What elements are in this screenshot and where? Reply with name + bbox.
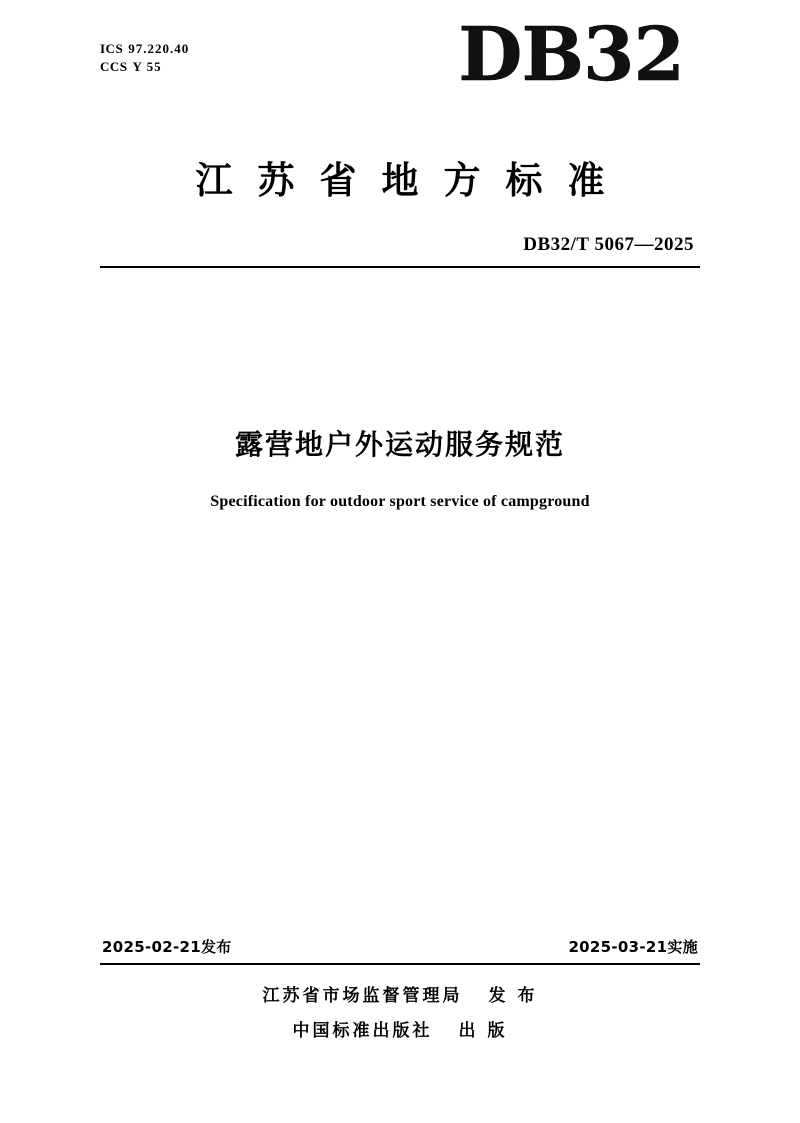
implement-date: 2025-03-21实施	[568, 938, 698, 956]
standard-number: DB32/T 5067—2025	[523, 234, 694, 255]
issuer-verb: 发 布	[488, 986, 538, 1006]
cover-header	[100, 0, 700, 140]
classification-codes	[100, 40, 189, 76]
issuer-org-line	[100, 981, 700, 1006]
db32-logo: DB32	[458, 12, 684, 98]
province-standard-title: 江苏省地方标准	[195, 159, 630, 202]
ccs-line	[100, 58, 189, 76]
ccs-value: Y 55	[132, 59, 162, 74]
ics-line	[100, 40, 189, 58]
header-divider	[100, 266, 700, 268]
date-row	[100, 936, 700, 963]
document-title-chinese: 露营地户外运动服务规范	[234, 428, 565, 461]
document-title-block	[100, 423, 700, 511]
document-title-english: Specification for outdoor sport service of campground	[210, 493, 590, 510]
publisher-verb: 出 版	[458, 1021, 508, 1041]
cover-footer	[100, 936, 700, 1051]
ccs-label: CCS	[100, 59, 128, 74]
issuer-block	[100, 981, 700, 1041]
ics-value: 97.220.40	[128, 41, 190, 56]
issuer-org: 江苏省市场监督管理局	[262, 986, 463, 1006]
footer-divider	[100, 963, 700, 965]
publisher-org-line	[100, 1016, 700, 1041]
ics-label: ICS	[100, 41, 124, 56]
publisher-org: 中国标准出版社	[292, 1021, 433, 1041]
issue-date: 2025-02-21发布	[102, 938, 232, 956]
